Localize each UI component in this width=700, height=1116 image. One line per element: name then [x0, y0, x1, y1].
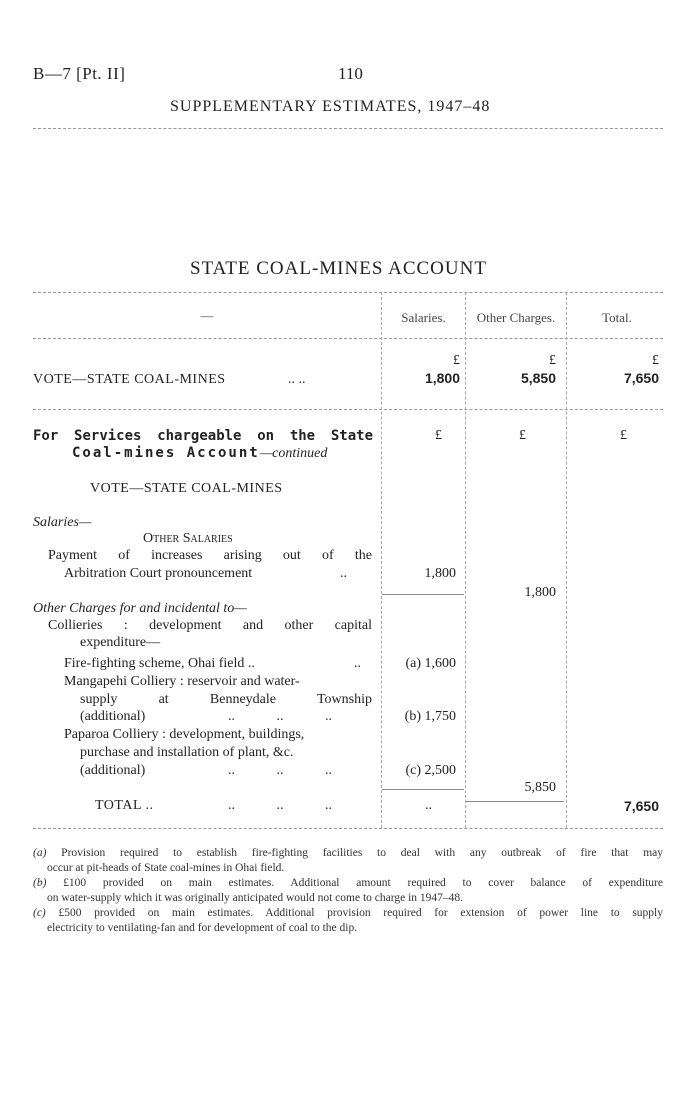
- other-subtotal-rule-right: [466, 801, 564, 802]
- other-charges-label: Other Charges for and incidental to—: [33, 601, 247, 616]
- summary-salaries-pound: £: [453, 353, 460, 368]
- detail-total-pound: £: [620, 428, 627, 443]
- section-title: STATE COAL-MINES ACCOUNT: [190, 258, 487, 279]
- total-salaries-dots: ..: [425, 798, 432, 813]
- footnote-c-line1: £500 provided on main estimates. Additional provision required for extension of power line to supply: [58, 907, 663, 919]
- col-head-other-charges: Other Charges.: [476, 310, 556, 325]
- mangapehi-leaders: .. .. ..: [228, 709, 332, 724]
- mangapehi-line3: (additional): [80, 709, 146, 724]
- col-head-blank: —: [200, 308, 214, 323]
- mangapehi-amount: (b) 1,750: [404, 709, 456, 724]
- footnote-a-mark: (a): [33, 847, 47, 859]
- other-charges-subtotal: 5,850: [524, 780, 556, 795]
- total-leaders: .. .. ..: [228, 798, 332, 813]
- summary-total-value: 7,650: [623, 370, 659, 386]
- footnote-a-line2: occur at pit-heads of State coal-mines in Ohai field.: [47, 862, 285, 874]
- page-number: 110: [338, 64, 363, 83]
- detail-vote-label: VOTE—STATE COAL-MINES: [90, 481, 283, 496]
- fire-leaders: ..: [354, 656, 361, 671]
- summary-leaders: .. ..: [288, 372, 306, 387]
- summary-total-pound: £: [652, 353, 659, 368]
- footnote-c-line2: electricity to ventilating-fan and for development of coal to the dip.: [47, 922, 358, 934]
- paparoa-line1: Paparoa Colliery : development, buildings,: [64, 727, 305, 742]
- footnote-b-mark: (b): [33, 877, 47, 889]
- summary-other-pound: £: [549, 353, 556, 368]
- paparoa-leaders: .. .. ..: [228, 763, 332, 778]
- footnote-b: [33, 876, 663, 906]
- mangapehi-line2: supply at Benneydale Township: [80, 692, 372, 707]
- payment-line1: Payment of increases arising out of the: [48, 548, 372, 563]
- payment-line2: Arbitration Court pronouncement: [64, 566, 253, 581]
- table-bottom-rule: [33, 828, 663, 829]
- table-top-rule: [33, 292, 663, 293]
- total-amount: 7,650: [623, 798, 659, 814]
- detail-heading-line2: [72, 445, 327, 462]
- total-label: TOTAL ..: [95, 798, 154, 813]
- paparoa-amount: (c) 2,500: [405, 763, 456, 778]
- col-head-salaries: Salaries.: [401, 310, 446, 325]
- detail-other-pound: £: [519, 428, 526, 443]
- paparoa-line2: purchase and installation of plant, &c.: [80, 745, 294, 760]
- page-title: SUPPLEMENTARY ESTIMATES, 1947–48: [170, 98, 491, 115]
- salaries-subtotal: 1,800: [524, 585, 556, 600]
- collieries-line1: Collieries : development and other capital: [48, 618, 372, 633]
- footnotes: [33, 846, 663, 936]
- col-head-total: Total.: [602, 310, 632, 325]
- summary-salaries-value: 1,800: [424, 370, 460, 386]
- footnote-b-line1: £100 provided on main estimates. Additional amount required to cover balance of expenditure: [63, 877, 663, 889]
- page-reference: B—7 [Pt. II]: [33, 64, 126, 83]
- footnote-b-line2: on water-supply which it was originally anticipated would not come to charge in 1947–48.: [47, 892, 464, 904]
- other-salaries-label: Other Salaries: [143, 531, 233, 546]
- summary-other-value: 5,850: [520, 370, 556, 386]
- detail-heading-continued: —continued: [259, 446, 328, 461]
- footnote-a: [33, 846, 663, 876]
- payment-amount: 1,800: [424, 566, 456, 581]
- detail-heading-line1: For Services chargeable on the State: [33, 428, 373, 444]
- payment-leaders: ..: [340, 566, 347, 581]
- fire-amount: (a) 1,600: [405, 656, 456, 671]
- salaries-subtotal-rule: [382, 594, 464, 595]
- summary-vote-label: VOTE—STATE COAL-MINES: [33, 372, 226, 387]
- paparoa-line3: (additional): [80, 763, 146, 778]
- salaries-label: Salaries—: [33, 515, 92, 530]
- footnote-c-mark: (c): [33, 907, 46, 919]
- footnote-c: [33, 906, 663, 936]
- footnote-a-line1: Provision required to establish fire-fighting facilities to deal with any outbreak of fire that may: [61, 847, 663, 859]
- summary-rule: [33, 409, 663, 410]
- table-head-rule: [33, 338, 663, 339]
- detail-heading-account: Coal-mines Account: [72, 445, 260, 461]
- collieries-line2: expenditure—: [80, 635, 161, 650]
- mangapehi-line1: Mangapehi Colliery : reservoir and water-: [64, 674, 300, 689]
- detail-salaries-pound: £: [435, 428, 442, 443]
- other-subtotal-rule-left: [382, 789, 464, 790]
- fire-label: Fire-fighting scheme, Ohai field ..: [64, 656, 255, 671]
- header-rule: [33, 128, 663, 129]
